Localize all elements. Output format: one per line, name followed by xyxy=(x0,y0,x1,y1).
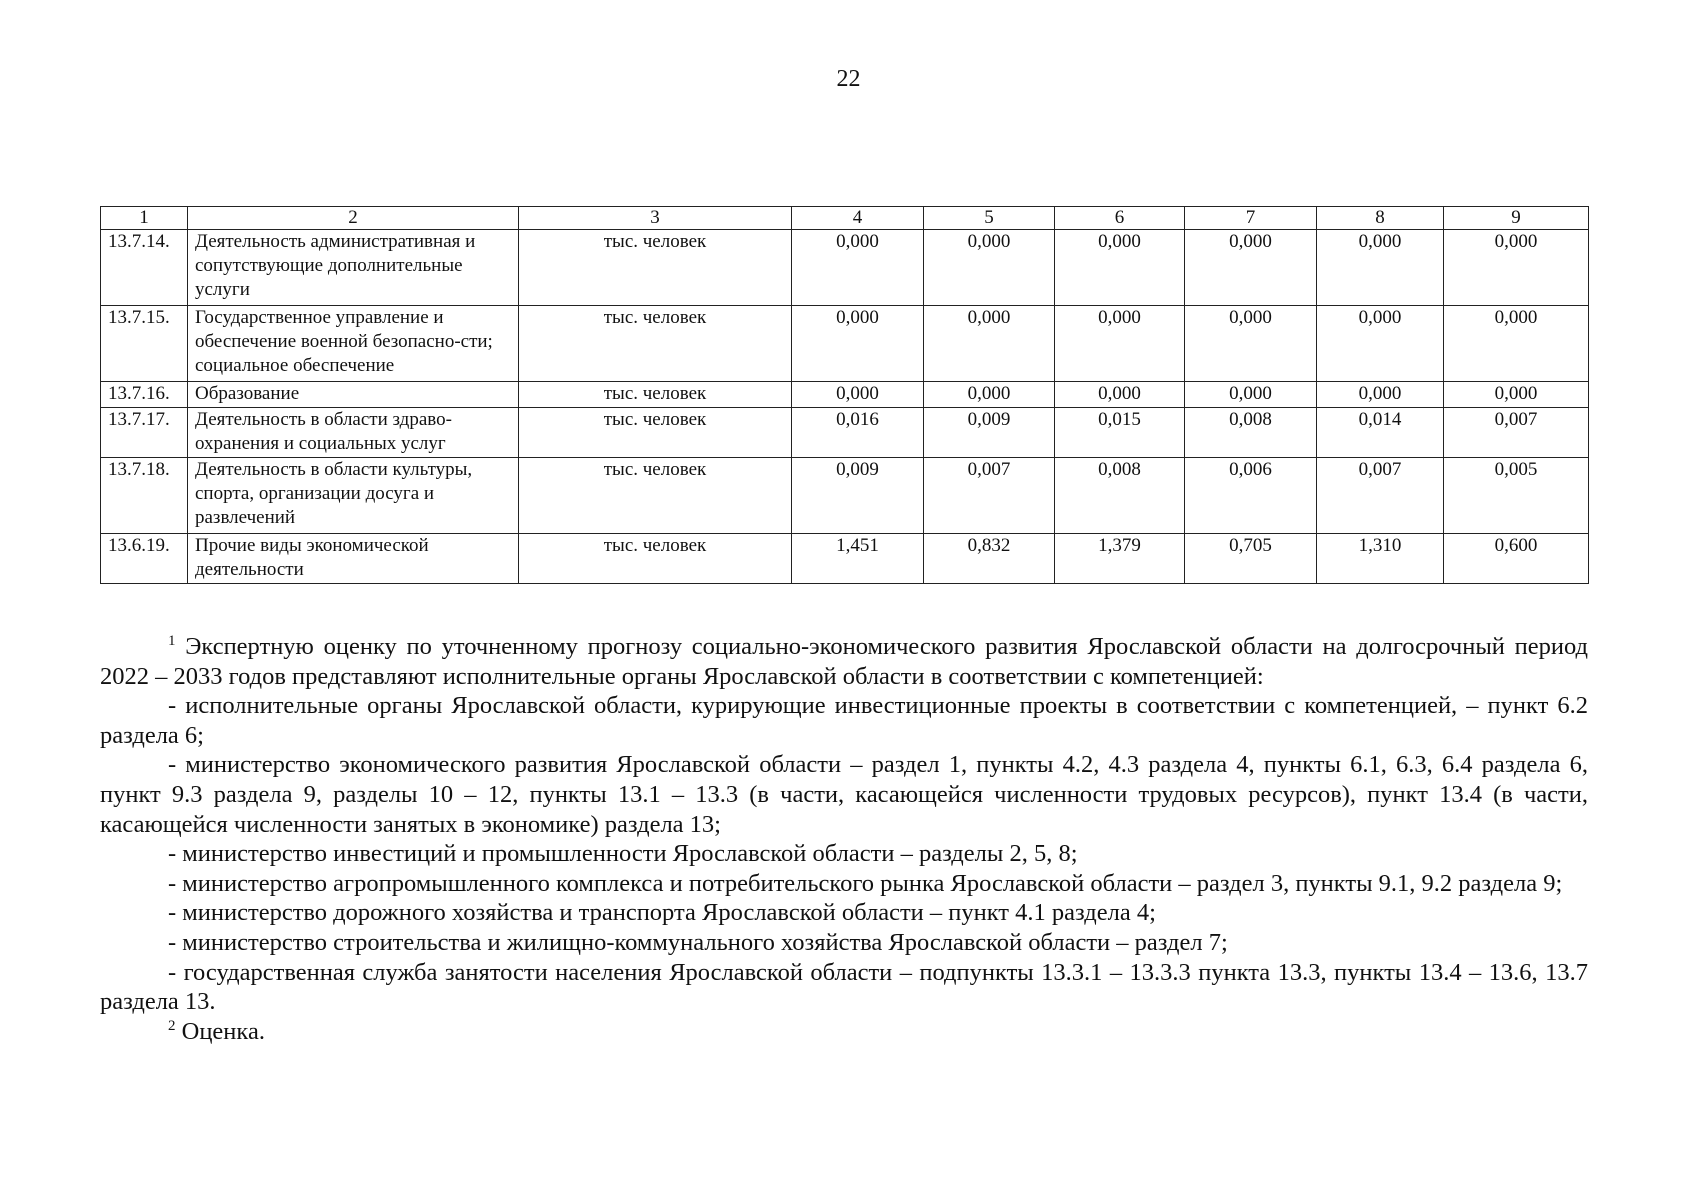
row-value: 1,451 xyxy=(792,534,924,584)
row-unit: тыс. человек xyxy=(519,230,792,306)
column-header: 3 xyxy=(519,207,792,230)
footnote-list-item: - государственная служба занятости населения Ярославской области – подпункты 13.3.1 – 13.3.3 пункта 13.3, пункты 13.4 – 13.6, 13.7 раздела 13. xyxy=(100,958,1588,1016)
row-unit: тыс. человек xyxy=(519,458,792,534)
row-code: 13.7.17. xyxy=(101,408,188,458)
row-value: 0,000 xyxy=(924,382,1055,408)
column-header: 5 xyxy=(924,207,1055,230)
row-name: Деятельность административная и сопутствующие дополнительные услуги xyxy=(188,230,519,306)
row-value: 0,000 xyxy=(924,230,1055,306)
row-value: 0,000 xyxy=(792,306,924,382)
column-header: 7 xyxy=(1185,207,1317,230)
footnote-mark: 1 xyxy=(168,633,176,649)
row-value: 0,000 xyxy=(1444,230,1589,306)
row-value: 0,000 xyxy=(1055,230,1185,306)
row-name: Государственное управление и обеспечение военной безопасно-сти; социальное обеспечение xyxy=(188,306,519,382)
row-value: 0,007 xyxy=(1444,408,1589,458)
row-name: Прочие виды экономической деятельности xyxy=(188,534,519,584)
row-value: 0,009 xyxy=(792,458,924,534)
row-value: 0,014 xyxy=(1317,408,1444,458)
column-header: 4 xyxy=(792,207,924,230)
table-row xyxy=(101,306,1589,382)
row-value: 0,015 xyxy=(1055,408,1185,458)
footnotes xyxy=(100,632,1588,1046)
row-code: 13.7.16. xyxy=(101,382,188,408)
row-unit: тыс. человек xyxy=(519,306,792,382)
row-value: 0,832 xyxy=(924,534,1055,584)
footnote-list-item: - министерство дорожного хозяйства и транспорта Ярославской области – пункт 4.1 раздела 4; xyxy=(168,899,1156,927)
row-value: 0,008 xyxy=(1185,408,1317,458)
footnote-mark: 2 xyxy=(168,1017,176,1034)
table-row xyxy=(101,382,1589,408)
row-value: 0,005 xyxy=(1444,458,1589,534)
row-value: 0,000 xyxy=(792,230,924,306)
row-value: 0,000 xyxy=(1317,230,1444,306)
table-row xyxy=(101,534,1589,584)
row-value: 1,379 xyxy=(1055,534,1185,584)
table-row xyxy=(101,408,1589,458)
footnote-list-item: - исполнительные органы Ярославской области, курирующие инвестиционные проекты в соответствии с компетенцией, – пункт 6.2 раздела 6; xyxy=(100,692,1588,749)
footnote-list-item: - министерство строительства и жилищно-коммунального хозяйства Ярославской области – раздел 7; xyxy=(168,928,1228,956)
row-value: 0,000 xyxy=(1317,382,1444,408)
row-value: 0,007 xyxy=(924,458,1055,534)
column-header: 2 xyxy=(188,207,519,230)
row-code: 13.7.14. xyxy=(101,230,188,306)
row-value: 0,000 xyxy=(1055,382,1185,408)
row-value: 0,000 xyxy=(924,306,1055,382)
table-header-row xyxy=(101,207,1589,230)
row-unit: тыс. человек xyxy=(519,382,792,408)
column-header: 9 xyxy=(1444,207,1589,230)
footnote-1-intro: Экспертную оценку по уточненному прогнозу социально-экономического развития Ярославской области на долгосрочный период 2022 – 2033 годов представляют исполнительные органы Ярославской области в соответствии с компетенцией: xyxy=(100,633,1588,690)
table-row xyxy=(101,458,1589,534)
column-header: 8 xyxy=(1317,207,1444,230)
row-value: 0,006 xyxy=(1185,458,1317,534)
footnote-1 xyxy=(100,632,1588,691)
footnote-2 xyxy=(100,1017,1588,1047)
row-value: 0,000 xyxy=(1444,382,1589,408)
row-value: 0,009 xyxy=(924,408,1055,458)
row-value: 0,000 xyxy=(1185,382,1317,408)
footnote-list-item: - министерство инвестиций и промышленности Ярославской области – разделы 2, 5, 8; xyxy=(168,840,1078,868)
row-name: Деятельность в области культуры, спорта, организации досуга и развлечений xyxy=(188,458,519,534)
row-value: 0,000 xyxy=(1185,230,1317,306)
row-value: 0,600 xyxy=(1444,534,1589,584)
footnote-list-item: - министерство экономического развития Ярославской области – раздел 1, пункты 4.2, 4.3 раздела 4, пункты 6.1, 6.3, 6.4 раздела 6, пункт 9.3 раздела 9, разделы 10 – 12, пункты 13.1 – 13.3 (в части, касающейся численности трудовых ресурсов), пункт 13.4 (в части, касающейся численности занятых в экономике) раздела 13; xyxy=(100,751,1588,838)
row-value: 0,000 xyxy=(1444,306,1589,382)
row-value: 0,000 xyxy=(1055,306,1185,382)
row-code: 13.7.15. xyxy=(101,306,188,382)
row-value: 0,016 xyxy=(792,408,924,458)
footnote-list-item: - министерство агропромышленного комплекса и потребительского рынка Ярославской области – раздел 3, пункты 9.1, 9.2 раздела 9; xyxy=(168,869,1563,897)
column-header: 6 xyxy=(1055,207,1185,230)
row-value: 0,007 xyxy=(1317,458,1444,534)
footnote-2-text: Оценка. xyxy=(181,1017,265,1045)
table-row xyxy=(101,230,1589,306)
row-value: 1,310 xyxy=(1317,534,1444,584)
row-value: 0,000 xyxy=(1317,306,1444,382)
row-name: Деятельность в области здраво-охранения и социальных услуг xyxy=(188,408,519,458)
row-name: Образование xyxy=(188,382,519,408)
row-value: 0,705 xyxy=(1185,534,1317,584)
row-value: 0,008 xyxy=(1055,458,1185,534)
data-table xyxy=(100,206,1589,584)
row-value: 0,000 xyxy=(792,382,924,408)
row-unit: тыс. человек xyxy=(519,534,792,584)
page-number: 22 xyxy=(836,66,861,92)
row-unit: тыс. человек xyxy=(519,408,792,458)
row-code: 13.6.19. xyxy=(101,534,188,584)
column-header: 1 xyxy=(101,207,188,230)
row-value: 0,000 xyxy=(1185,306,1317,382)
row-code: 13.7.18. xyxy=(101,458,188,534)
